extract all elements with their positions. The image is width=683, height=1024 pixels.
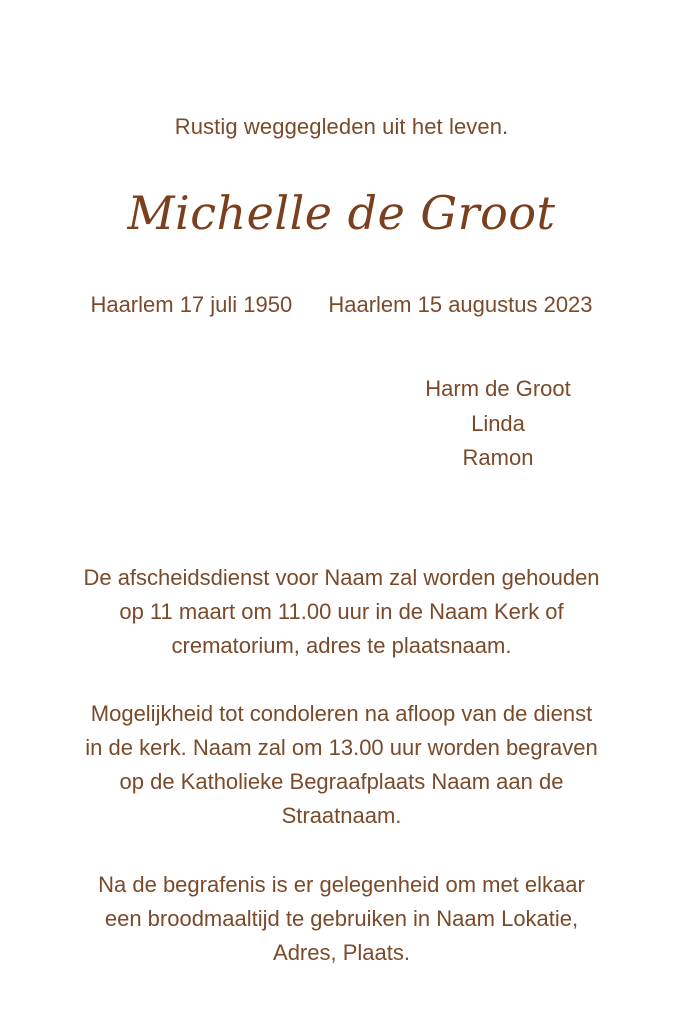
death-date: Haarlem 15 augustus 2023 — [328, 292, 593, 317]
paragraph-line: Mogelijkheid tot condoleren na afloop van de dienst — [90, 701, 593, 726]
meal-paragraph — [40, 868, 643, 970]
paragraph-line: op de Katholieke Begraafplaats Naam aan de — [119, 769, 564, 794]
family-list — [414, 372, 582, 476]
family-member: Harm de Groot — [425, 376, 571, 401]
paragraph-line: Straatnaam. — [281, 803, 402, 828]
paragraph-line: crematorium, adres te plaatsnaam. — [171, 633, 512, 658]
paragraph-line: in de kerk. Naam zal om 13.00 uur worden begraven — [85, 735, 598, 760]
service-paragraph — [40, 561, 643, 663]
deceased-name: Michelle de Groot — [127, 186, 556, 240]
paragraph-line: op 11 maart om 11.00 uur in de Naam Kerk of — [119, 599, 564, 624]
birth-date: Haarlem 17 juli 1950 — [90, 292, 293, 317]
life-dates — [0, 292, 683, 318]
condolence-paragraph — [40, 697, 643, 833]
paragraph-line: Adres, Plaats. — [273, 940, 410, 965]
family-member: Ramon — [462, 445, 534, 470]
paragraph-line: De afscheidsdienst voor Naam zal worden gehouden — [83, 565, 600, 590]
paragraph-line: een broodmaaltijd te gebruiken in Naam Lokatie, — [104, 906, 579, 931]
intro-text: Rustig weggegleden uit het leven. — [174, 114, 509, 139]
family-member: Linda — [471, 410, 525, 436]
paragraph-line: Na de begrafenis is er gelegenheid om met elkaar — [98, 872, 585, 897]
